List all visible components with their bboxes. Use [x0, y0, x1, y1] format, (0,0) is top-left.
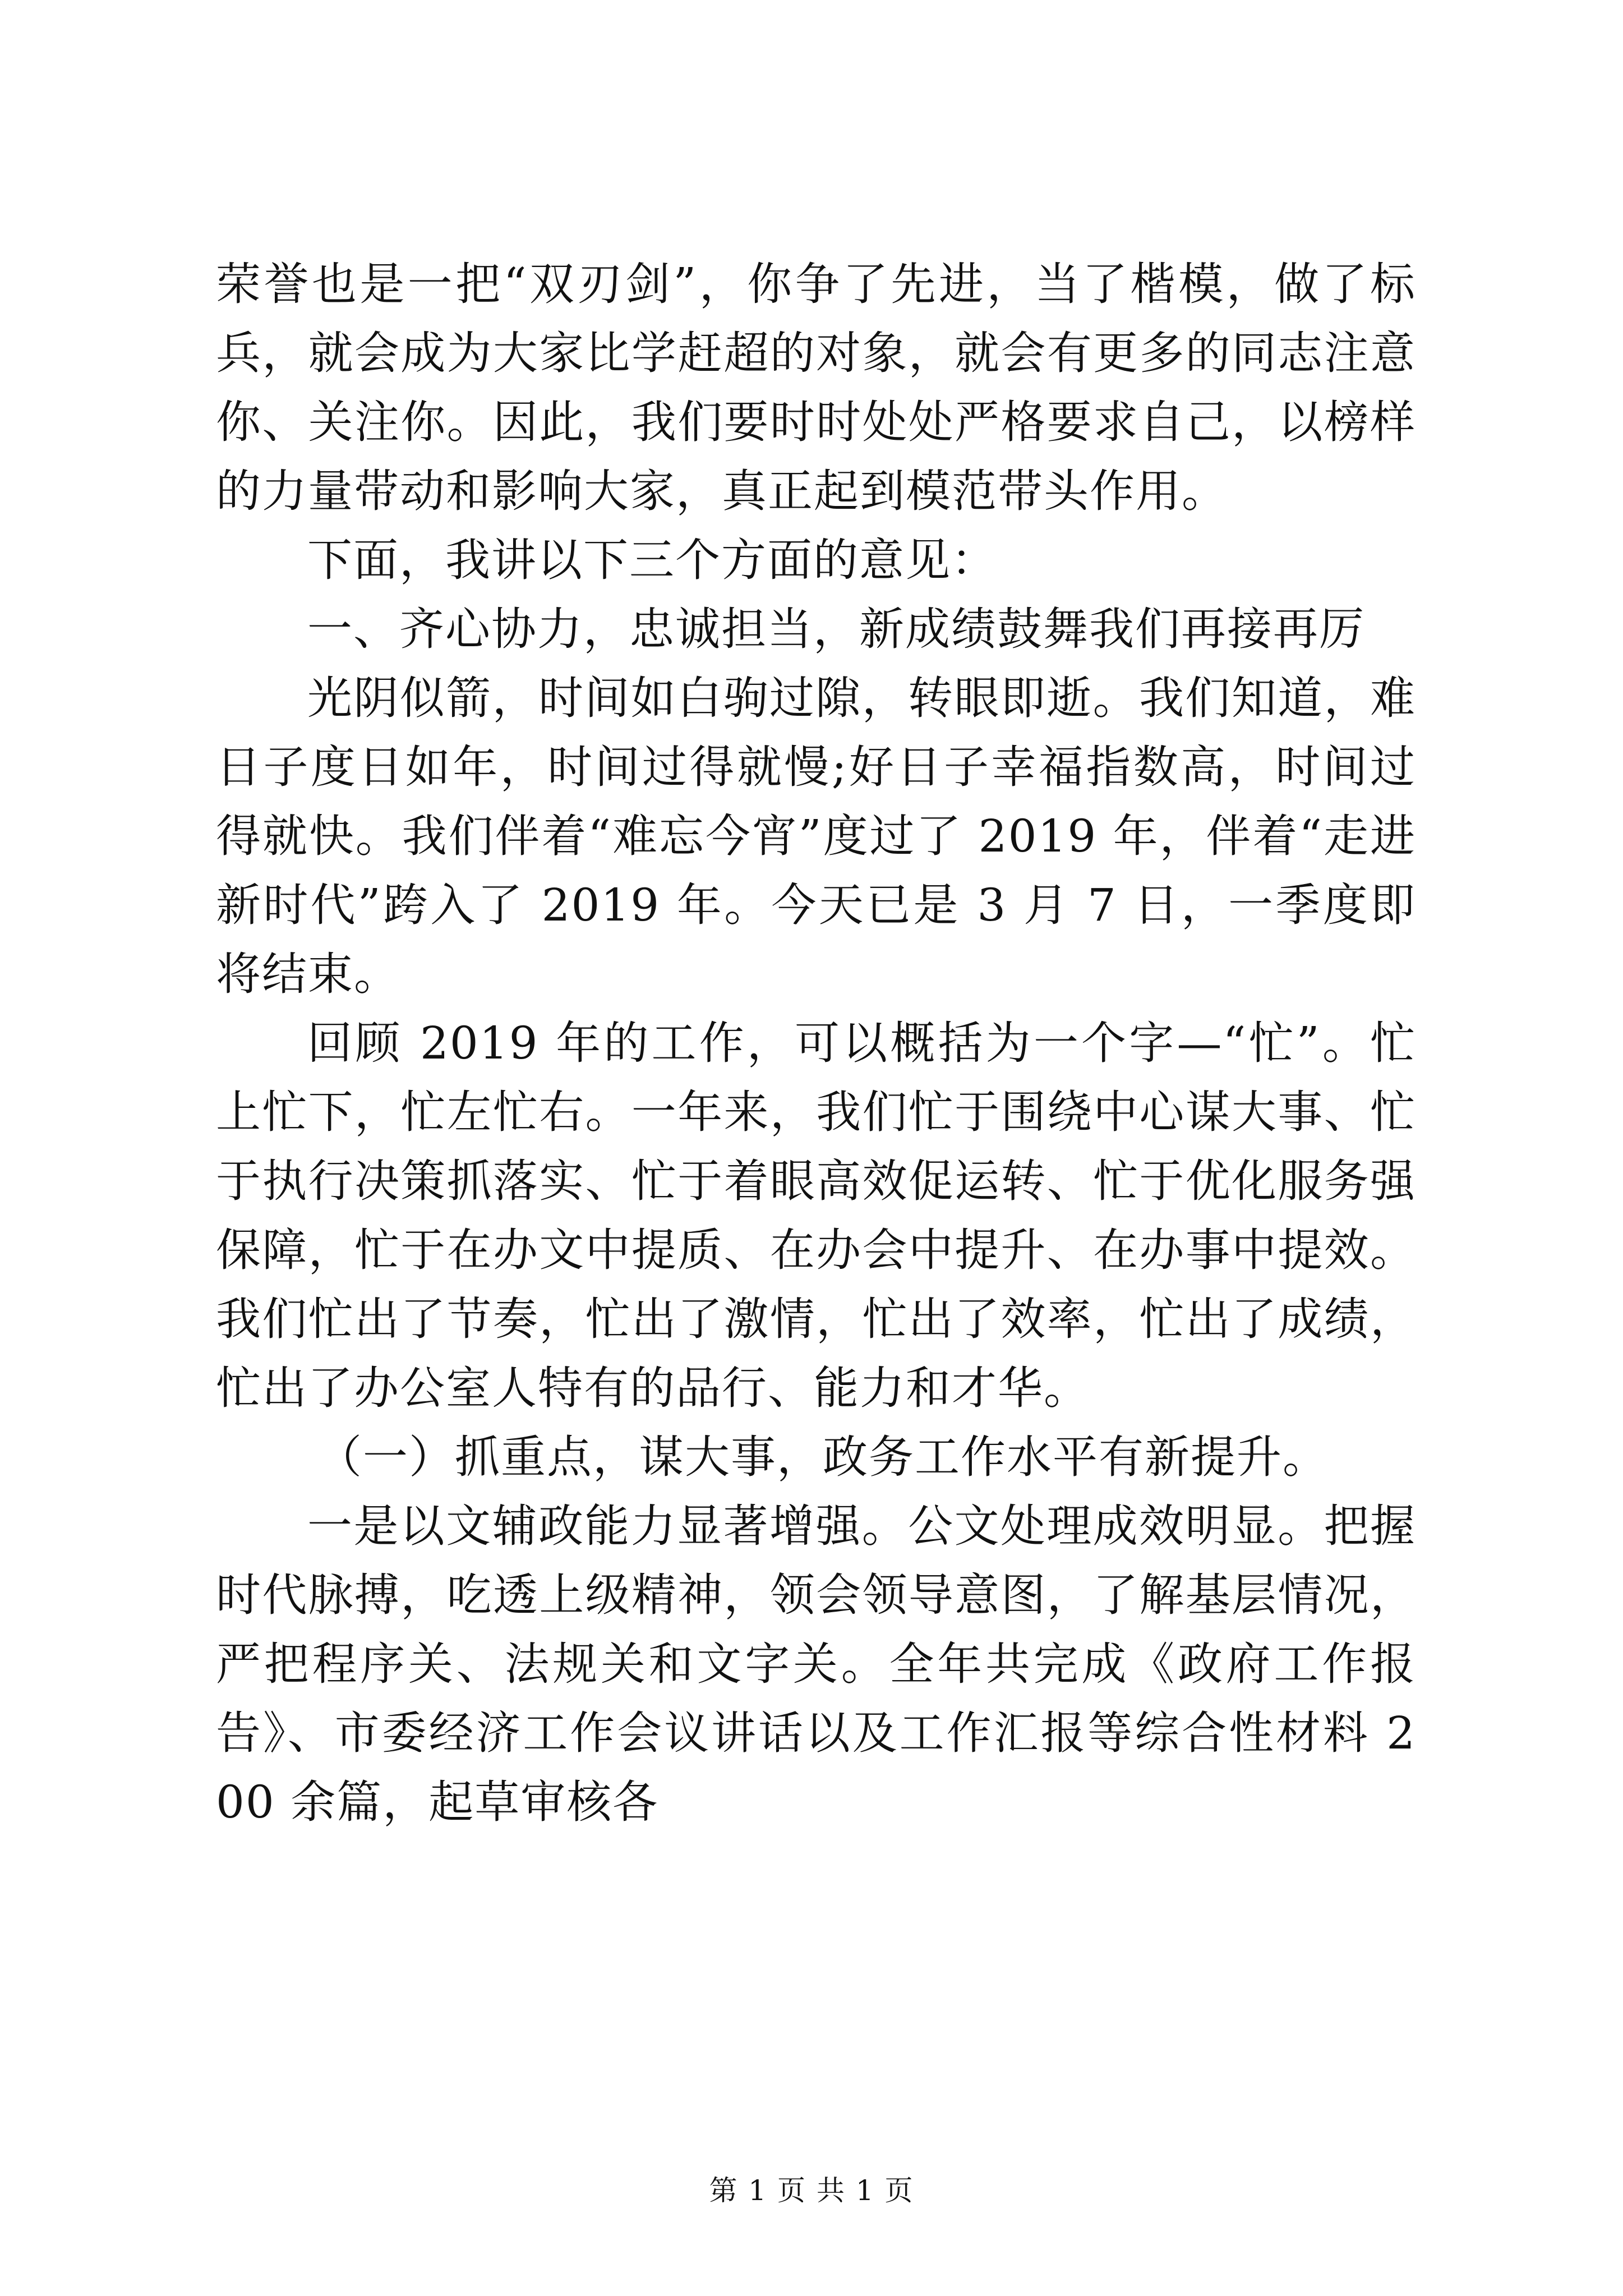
paragraph-review: 回顾 2019 年的工作，可以概括为一个字—“忙”。忙上忙下，忙左忙右。一年来，我们忙于围绕中心谋大事、忙于执行决策抓落实、忙于着眼高效促运转、忙于优化服务强保障，忙于在办文中提质、在办会中提升、在办事中提效。我们忙出了节奏，忙出了激情，忙出了效率，忙出了成绩，忙出了办公室人特有的品行、能力和才华。 [216, 1017, 1416, 1414]
section-heading: 一、齐心协力，忠诚担当，新成绩鼓舞我们再接再厉 [307, 603, 1365, 655]
paragraph-intro: 下面，我讲以下三个方面的意见： [307, 534, 997, 586]
paragraph-writing: 一是以文辅政能力显著增强。公文处理成效明显。把握时代脉搏，吃透上级精神，领会领导意图，了解基层情况，严把程序关、法规关和文字关。全年共完成《政府工作报告》、市委经济工作会议讲话以及工作汇报等综合性材料 200 余篇，起草审核各 [216, 1500, 1416, 1828]
subsection-heading: （一）抓重点，谋大事，政务工作水平有新提升。 [317, 1431, 1329, 1483]
document-body [216, 250, 1416, 1837]
paragraph-time: 光阴似箭，时间如白驹过隙，转眼即逝。我们知道，难日子度日如年，时间过得就慢;好日子幸福指数高，时间过得就快。我们伴着“难忘今宵”度过了 2019 年，伴着“走进新时代”跨入了 2019 年。今天已是 3 月 7 日，一季度即将结束。 [216, 672, 1416, 1000]
paragraph-continuation: 荣誉也是一把“双刃剑”，你争了先进，当了楷模，做了标兵，就会成为大家比学赶超的对象，就会有更多的同志注意你、关注你。因此，我们要时时处处严格要求自己，以榜样的力量带动和影响大家，真正起到模范带头作用。 [216, 258, 1416, 517]
page-number-footer: 第 1 页 共 1 页 [709, 2174, 914, 2207]
